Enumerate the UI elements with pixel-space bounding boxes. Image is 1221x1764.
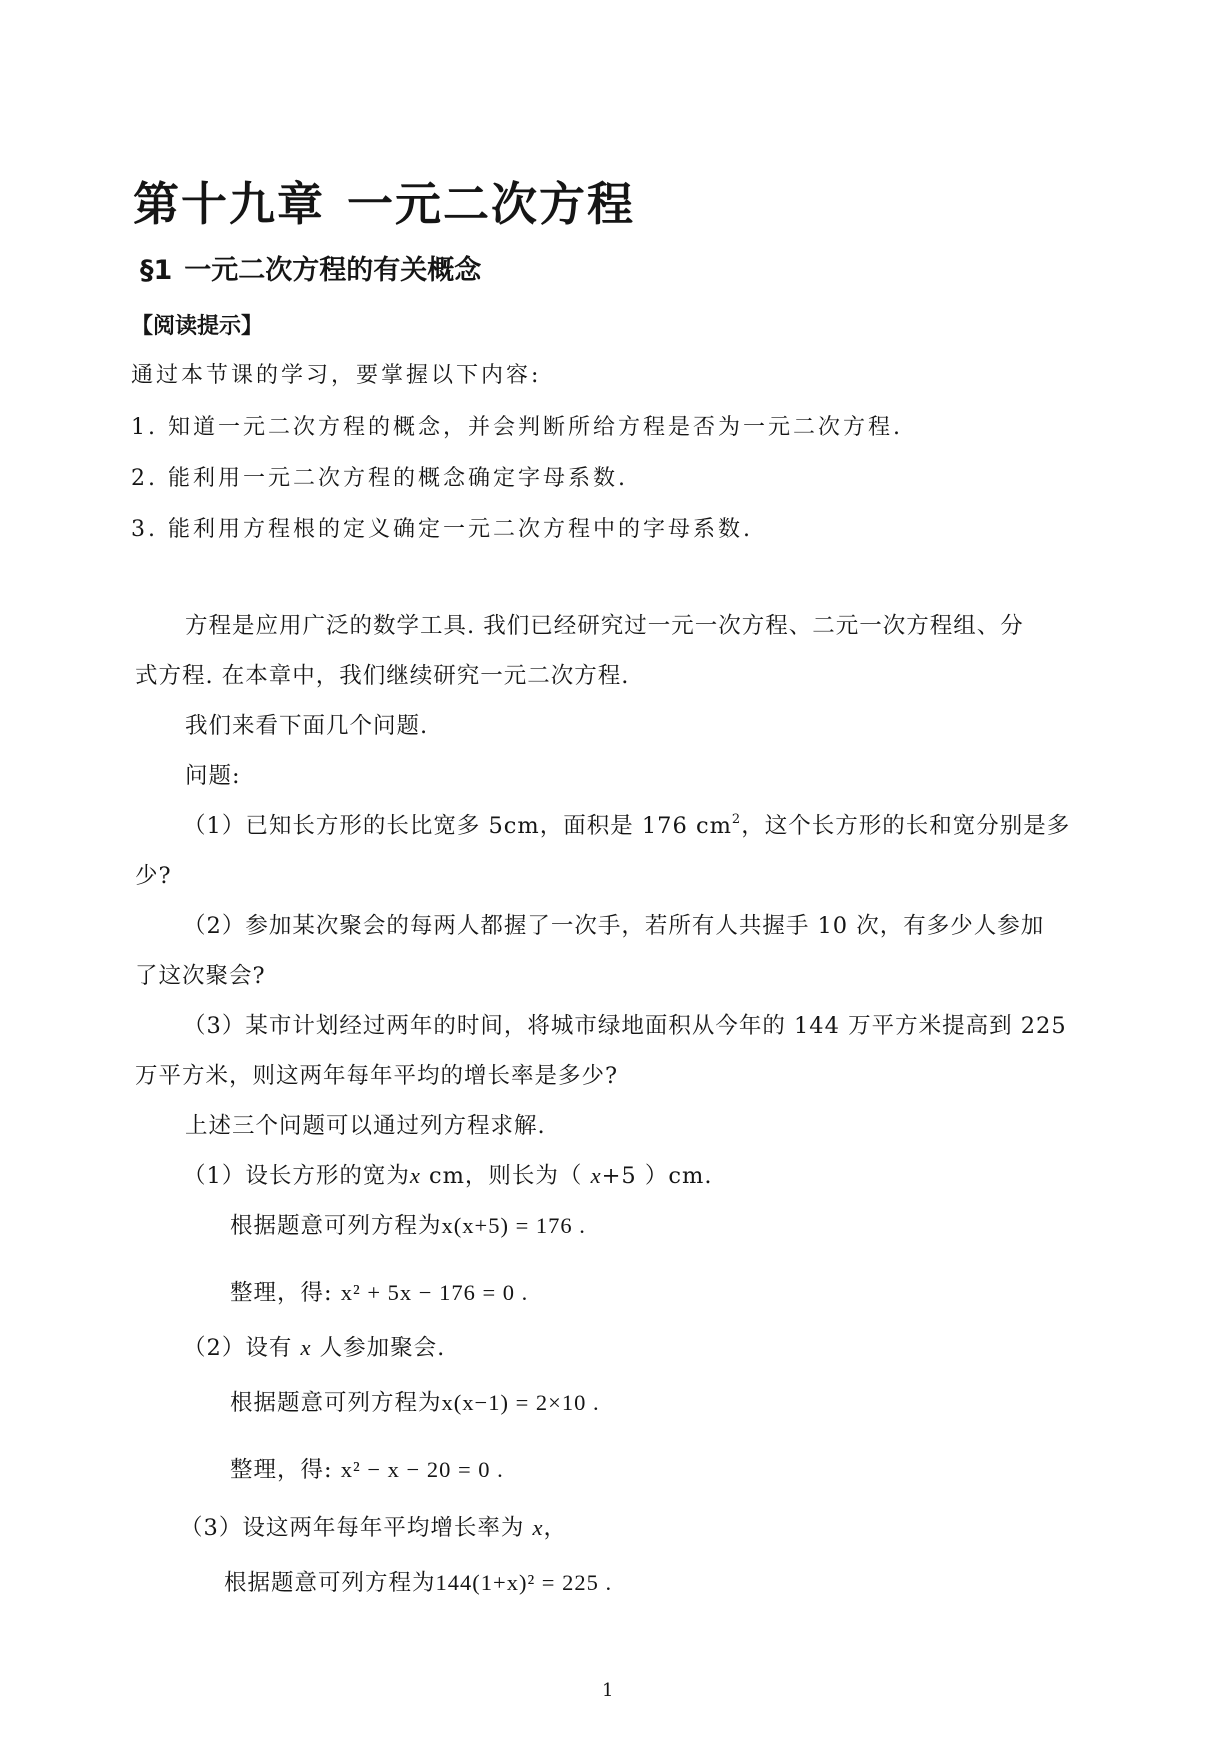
look-at-problems-line: 我们来看下面几个问题. [185, 713, 429, 739]
reading-hint-item: 2. 能利用一元二次方程的概念确定字母系数. [131, 466, 628, 491]
variable: x [300, 1335, 312, 1360]
solution-1-simplified [230, 1275, 528, 1307]
section-title [140, 248, 481, 287]
text: 整理，得: [230, 1457, 341, 1483]
text: 根据题意可列方程为 [230, 1213, 442, 1239]
solution-1-equation [230, 1208, 586, 1240]
text: 人参加聚会. [311, 1335, 446, 1361]
text: 根据题意可列方程为 [224, 1570, 436, 1596]
problem-3-line: （3）某市计划经过两年的时间，将城市绿地面积从今年的 144 万平方米提高到 225 [183, 1013, 1067, 1039]
solution-3-equation [224, 1565, 612, 1597]
reading-hint-intro: 通过本节课的学习，要掌握以下内容: [131, 363, 542, 388]
chapter-name: 一元二次方程 [347, 177, 635, 231]
problem-2-line: 了这次聚会? [135, 963, 266, 989]
text: （1）设长方形的宽为 [183, 1163, 410, 1189]
problem-1-line [183, 808, 1070, 840]
reading-hint-item: 1. 知道一元二次方程的概念，并会判断所给方程是否为一元二次方程. [131, 415, 903, 440]
intro-paragraph-line: 式方程. 在本章中，我们继续研究一元二次方程. [135, 663, 630, 689]
problem-3-line: 万平方米，则这两年每年平均的增长率是多少? [135, 1063, 619, 1089]
page-number: 1 [602, 1680, 614, 1701]
equation: x² − x − 20 = 0 . [340, 1457, 504, 1482]
intro-paragraph-line: 方程是应用广泛的数学工具. 我们已经研究过一元一次方程、二元一次方程组、分 [185, 613, 1024, 639]
section-name: 一元二次方程的有关概念 [184, 255, 482, 286]
equation: x(x+5) = 176 . [441, 1213, 586, 1238]
problem-1-text: （1）已知长方形的长比宽多 5cm，面积是 176 cm [183, 813, 732, 839]
text: 根据题意可列方程为 [230, 1390, 442, 1416]
variable: x [409, 1163, 421, 1188]
equation: x² + 5x − 176 = 0 . [340, 1280, 529, 1305]
text: （2）设有 [183, 1335, 301, 1361]
solution-2-simplified [230, 1452, 504, 1484]
problem-1-text: ，这个长方形的长和宽分别是多 [741, 813, 1071, 839]
solution-2-equation [230, 1385, 600, 1417]
superscript: 2 [731, 812, 742, 827]
equation: x(x−1) = 2×10 . [441, 1390, 600, 1415]
solve-intro-line: 上述三个问题可以通过列方程求解. [185, 1113, 546, 1139]
solution-1-setup [183, 1158, 713, 1190]
problems-label: 问题: [185, 763, 241, 789]
solution-3-setup [180, 1510, 567, 1542]
text: ， [543, 1515, 567, 1541]
reading-hint-item: 3. 能利用方程根的定义确定一元二次方程中的字母系数. [131, 517, 753, 542]
text: +5 ）cm. [601, 1163, 713, 1189]
equation: 144(1+x)² = 225 . [435, 1570, 613, 1595]
chapter-title [133, 168, 635, 234]
reading-hint-heading: 【阅读提示】 [131, 314, 264, 339]
problem-1-line: 少? [135, 863, 172, 889]
problem-2-line: （2）参加某次聚会的每两人都握了一次手，若所有人共握手 10 次，有多少人参加 [183, 913, 1045, 939]
section-number: §1 [140, 255, 173, 286]
text: （3）设这两年每年平均增长率为 [180, 1515, 533, 1541]
text: cm，则长为（ [420, 1163, 591, 1189]
text: 整理，得: [230, 1280, 341, 1306]
chapter-number: 第十九章 [133, 177, 325, 231]
variable: x [590, 1163, 602, 1188]
solution-2-setup [183, 1330, 445, 1362]
variable: x [532, 1515, 544, 1540]
